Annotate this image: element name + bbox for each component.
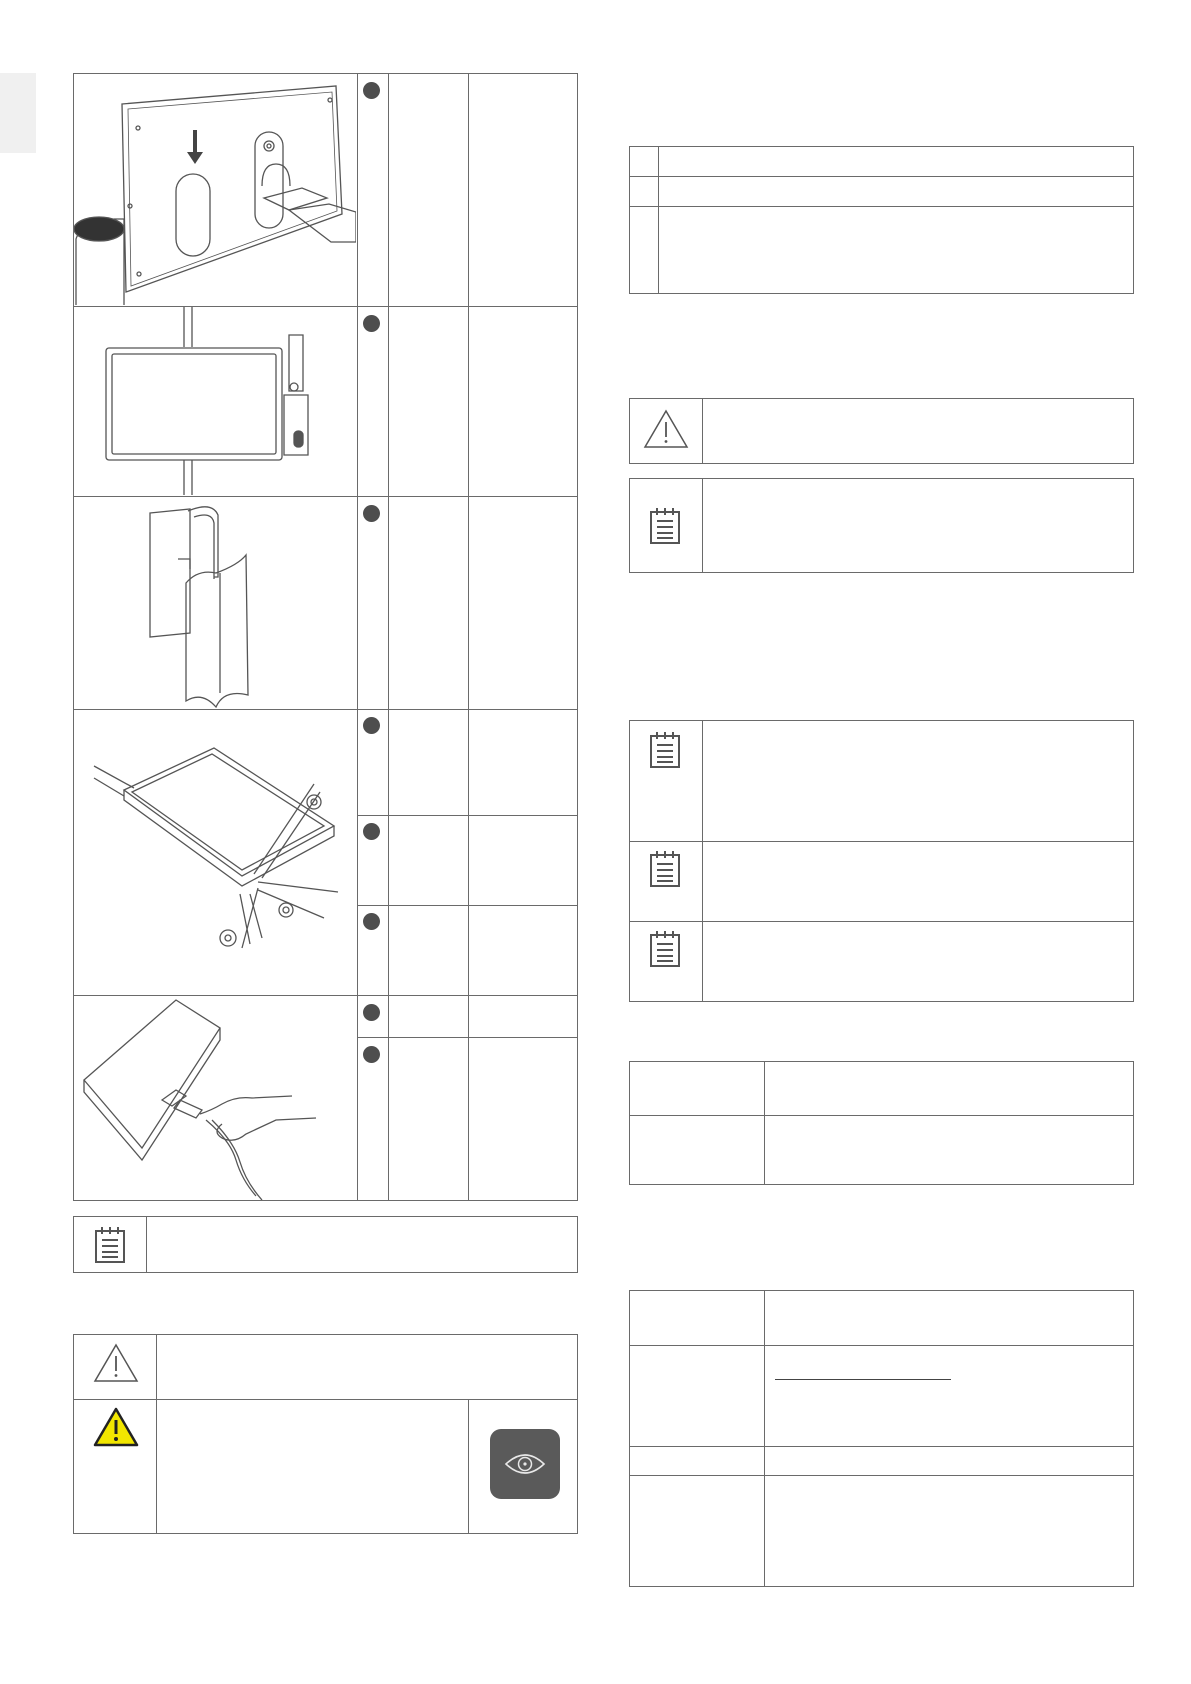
step-marker xyxy=(363,505,380,522)
note-icon xyxy=(648,731,682,769)
link-underline[interactable] xyxy=(775,1379,951,1380)
caution-icon xyxy=(643,409,689,449)
step-marker xyxy=(363,315,380,332)
note-icon xyxy=(648,507,682,545)
side-tab xyxy=(0,73,36,153)
step-marker xyxy=(363,717,380,734)
warning-yellow-icon xyxy=(93,1407,139,1447)
cart-tray-illustration xyxy=(74,710,356,994)
eye-icon xyxy=(504,1450,546,1478)
mount-plate-illustration xyxy=(74,74,356,305)
step-marker xyxy=(363,913,380,930)
step-marker xyxy=(363,1004,380,1021)
display-scanner-illustration xyxy=(74,307,356,495)
step-marker xyxy=(363,823,380,840)
step-marker xyxy=(363,82,380,99)
step-marker xyxy=(363,1046,380,1063)
note-icon xyxy=(93,1226,127,1264)
power-cable-illustration xyxy=(74,996,356,1200)
caution-icon xyxy=(93,1343,139,1383)
note-icon xyxy=(648,850,682,888)
holder-illustration xyxy=(74,497,356,708)
note-icon xyxy=(648,930,682,968)
view-button[interactable] xyxy=(490,1429,560,1499)
